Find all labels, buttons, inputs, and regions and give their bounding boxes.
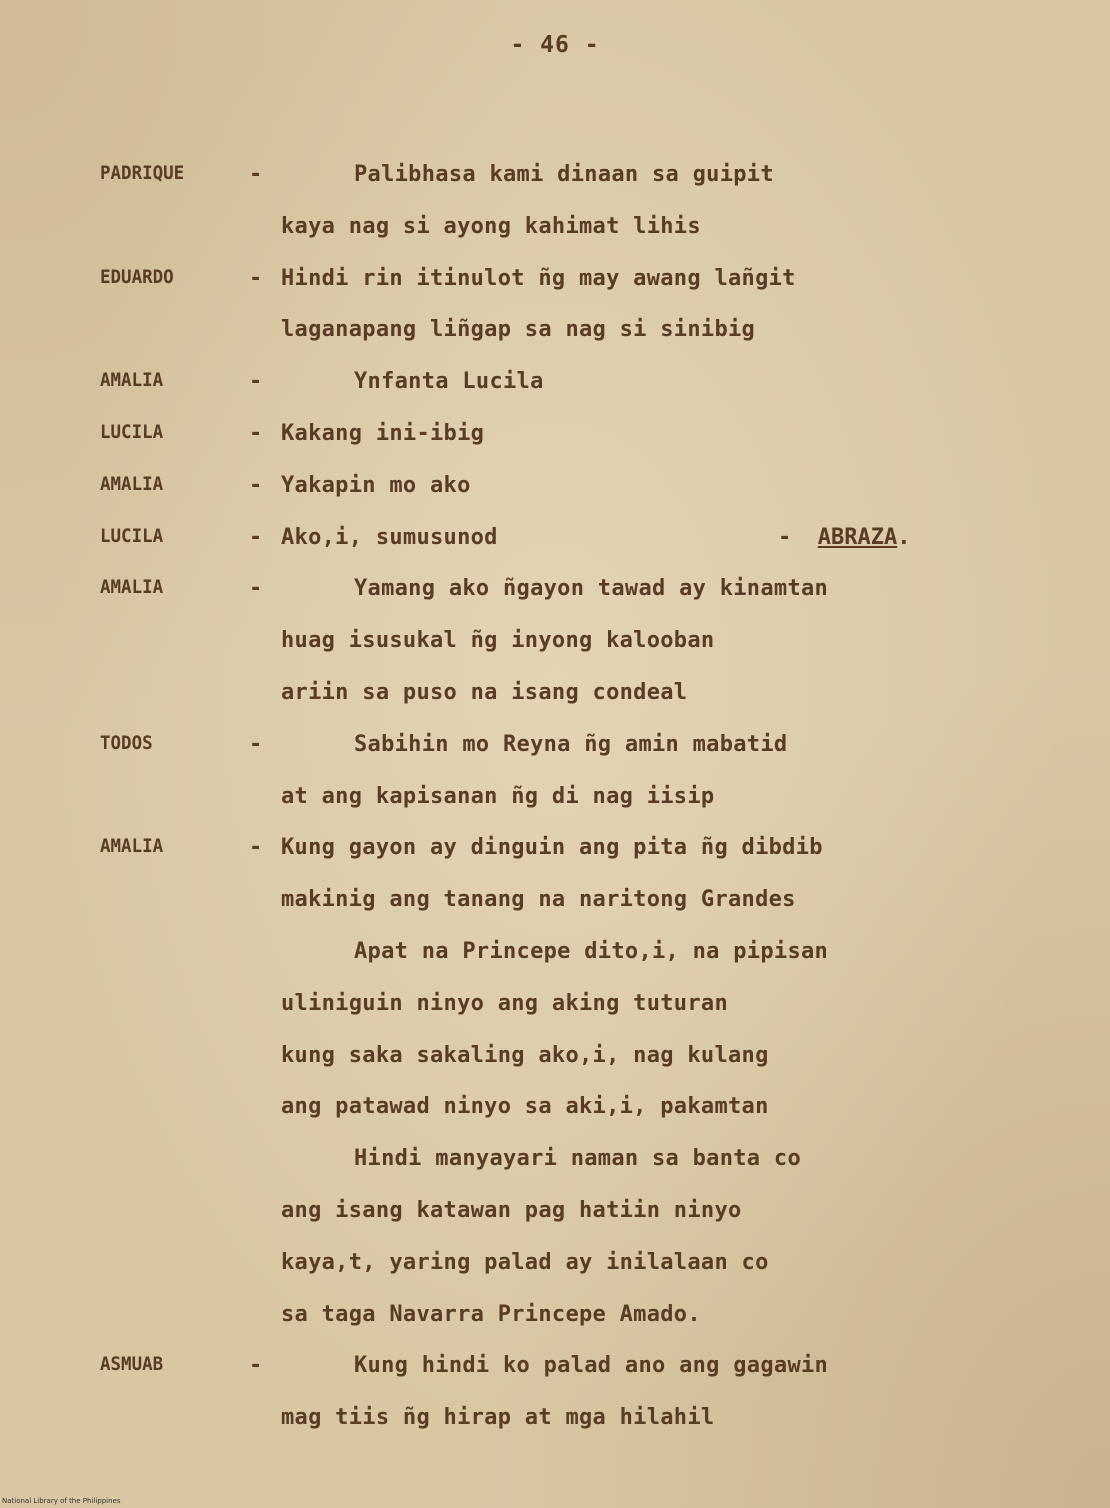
script-line xyxy=(0,525,1110,559)
verse-text: Kung gayon ay dinguin ang pita ñg dibdib xyxy=(281,835,823,860)
script-line xyxy=(0,1146,1110,1180)
script-line xyxy=(0,835,1110,869)
verse-text: Sabihin mo Reyna ñg amin mabatid xyxy=(354,732,788,757)
stage-direction-text: ABRAZA xyxy=(817,525,898,550)
speaker-name: EDUARDO xyxy=(100,266,174,288)
speaker-name: AMALIA xyxy=(100,473,164,495)
speaker-name: PADRIQUE xyxy=(100,162,185,184)
verse-text: Palibhasa kami dinaan sa guipit xyxy=(354,162,774,187)
speaker-dash: - xyxy=(249,576,263,601)
speaker-dash: - xyxy=(249,1353,263,1378)
speaker-name: LUCILA xyxy=(100,421,164,443)
script-line xyxy=(0,421,1110,455)
script-line xyxy=(0,680,1110,714)
verse-text: Yakapin mo ako xyxy=(281,473,471,498)
speaker-name: AMALIA xyxy=(100,576,164,598)
script-line xyxy=(0,576,1110,610)
script-line xyxy=(0,1302,1110,1336)
verse-text: kaya,t, yaring palad ay inilalaan co xyxy=(281,1250,769,1275)
verse-text: ang patawad ninyo sa aki,i, pakamtan xyxy=(281,1094,769,1119)
verse-text: Yamang ako ñgayon tawad ay kinamtan xyxy=(354,576,829,601)
verse-text: kaya nag si ayong kahimat lihis xyxy=(281,214,701,239)
verse-text: Hindi manyayari naman sa banta co xyxy=(354,1146,801,1171)
speaker-dash: - xyxy=(249,732,263,757)
speaker-dash: - xyxy=(249,369,263,394)
script-line xyxy=(0,162,1110,196)
speaker-dash: - xyxy=(249,421,263,446)
script-line xyxy=(0,887,1110,921)
script-line xyxy=(0,1353,1110,1387)
speaker-name: LUCILA xyxy=(100,525,164,547)
script-line xyxy=(0,1405,1110,1439)
script-line xyxy=(0,317,1110,351)
stage-direction-dash: - xyxy=(778,525,818,550)
script-line xyxy=(0,473,1110,507)
stage-direction-end: . xyxy=(897,525,911,550)
verse-text: at ang kapisanan ñg di nag iisip xyxy=(281,784,715,809)
speaker-name: AMALIA xyxy=(100,369,164,391)
verse-text: makinig ang tanang na naritong Grandes xyxy=(281,887,796,912)
verse-text: huag isusukal ñg inyong kalooban xyxy=(281,628,715,653)
script-line xyxy=(0,784,1110,818)
speaker-dash: - xyxy=(249,266,263,291)
verse-text: Ako,i, sumusunod xyxy=(281,525,498,550)
script-line xyxy=(0,991,1110,1025)
verse-text: sa taga Navarra Princepe Amado. xyxy=(281,1302,701,1327)
speaker-dash: - xyxy=(249,162,263,187)
verse-text: kung saka sakaling ako,i, nag kulang xyxy=(281,1043,769,1068)
script-line xyxy=(0,214,1110,248)
script-line xyxy=(0,266,1110,300)
verse-text: Ynfanta Lucila xyxy=(354,369,544,394)
verse-text: Apat na Princepe dito,i, na pipisan xyxy=(354,939,829,964)
footer-credit: National Library of the Philippines xyxy=(2,1497,121,1505)
script-line xyxy=(0,1198,1110,1232)
verse-text: Kung hindi ko palad ano ang gagawin xyxy=(354,1353,829,1378)
script-line xyxy=(0,369,1110,403)
speaker-dash: - xyxy=(249,525,263,550)
speaker-dash: - xyxy=(249,835,263,860)
script-line xyxy=(0,939,1110,973)
script-line xyxy=(0,1094,1110,1128)
verse-text: laganapang liñgap sa nag si sinibig xyxy=(281,317,756,342)
verse-text: ang isang katawan pag hatiin ninyo xyxy=(281,1198,742,1223)
verse-text: Hindi rin itinulot ñg may awang lañgit xyxy=(281,266,796,291)
script-line xyxy=(0,1043,1110,1077)
page-number: - 46 - xyxy=(510,32,600,58)
stage-direction xyxy=(778,525,910,550)
script-line xyxy=(0,628,1110,662)
speaker-name: ASMUAB xyxy=(100,1353,164,1375)
script-line xyxy=(0,1250,1110,1284)
verse-text: Kakang ini-ibig xyxy=(281,421,485,446)
speaker-name: TODOS xyxy=(100,732,153,754)
script-line xyxy=(0,732,1110,766)
verse-text: uliniguin ninyo ang aking tuturan xyxy=(281,991,728,1016)
speaker-dash: - xyxy=(249,473,263,498)
speaker-name: AMALIA xyxy=(100,835,164,857)
verse-text: mag tiis ñg hirap at mga hilahil xyxy=(281,1405,715,1430)
verse-text: ariin sa puso na isang condeal xyxy=(281,680,688,705)
